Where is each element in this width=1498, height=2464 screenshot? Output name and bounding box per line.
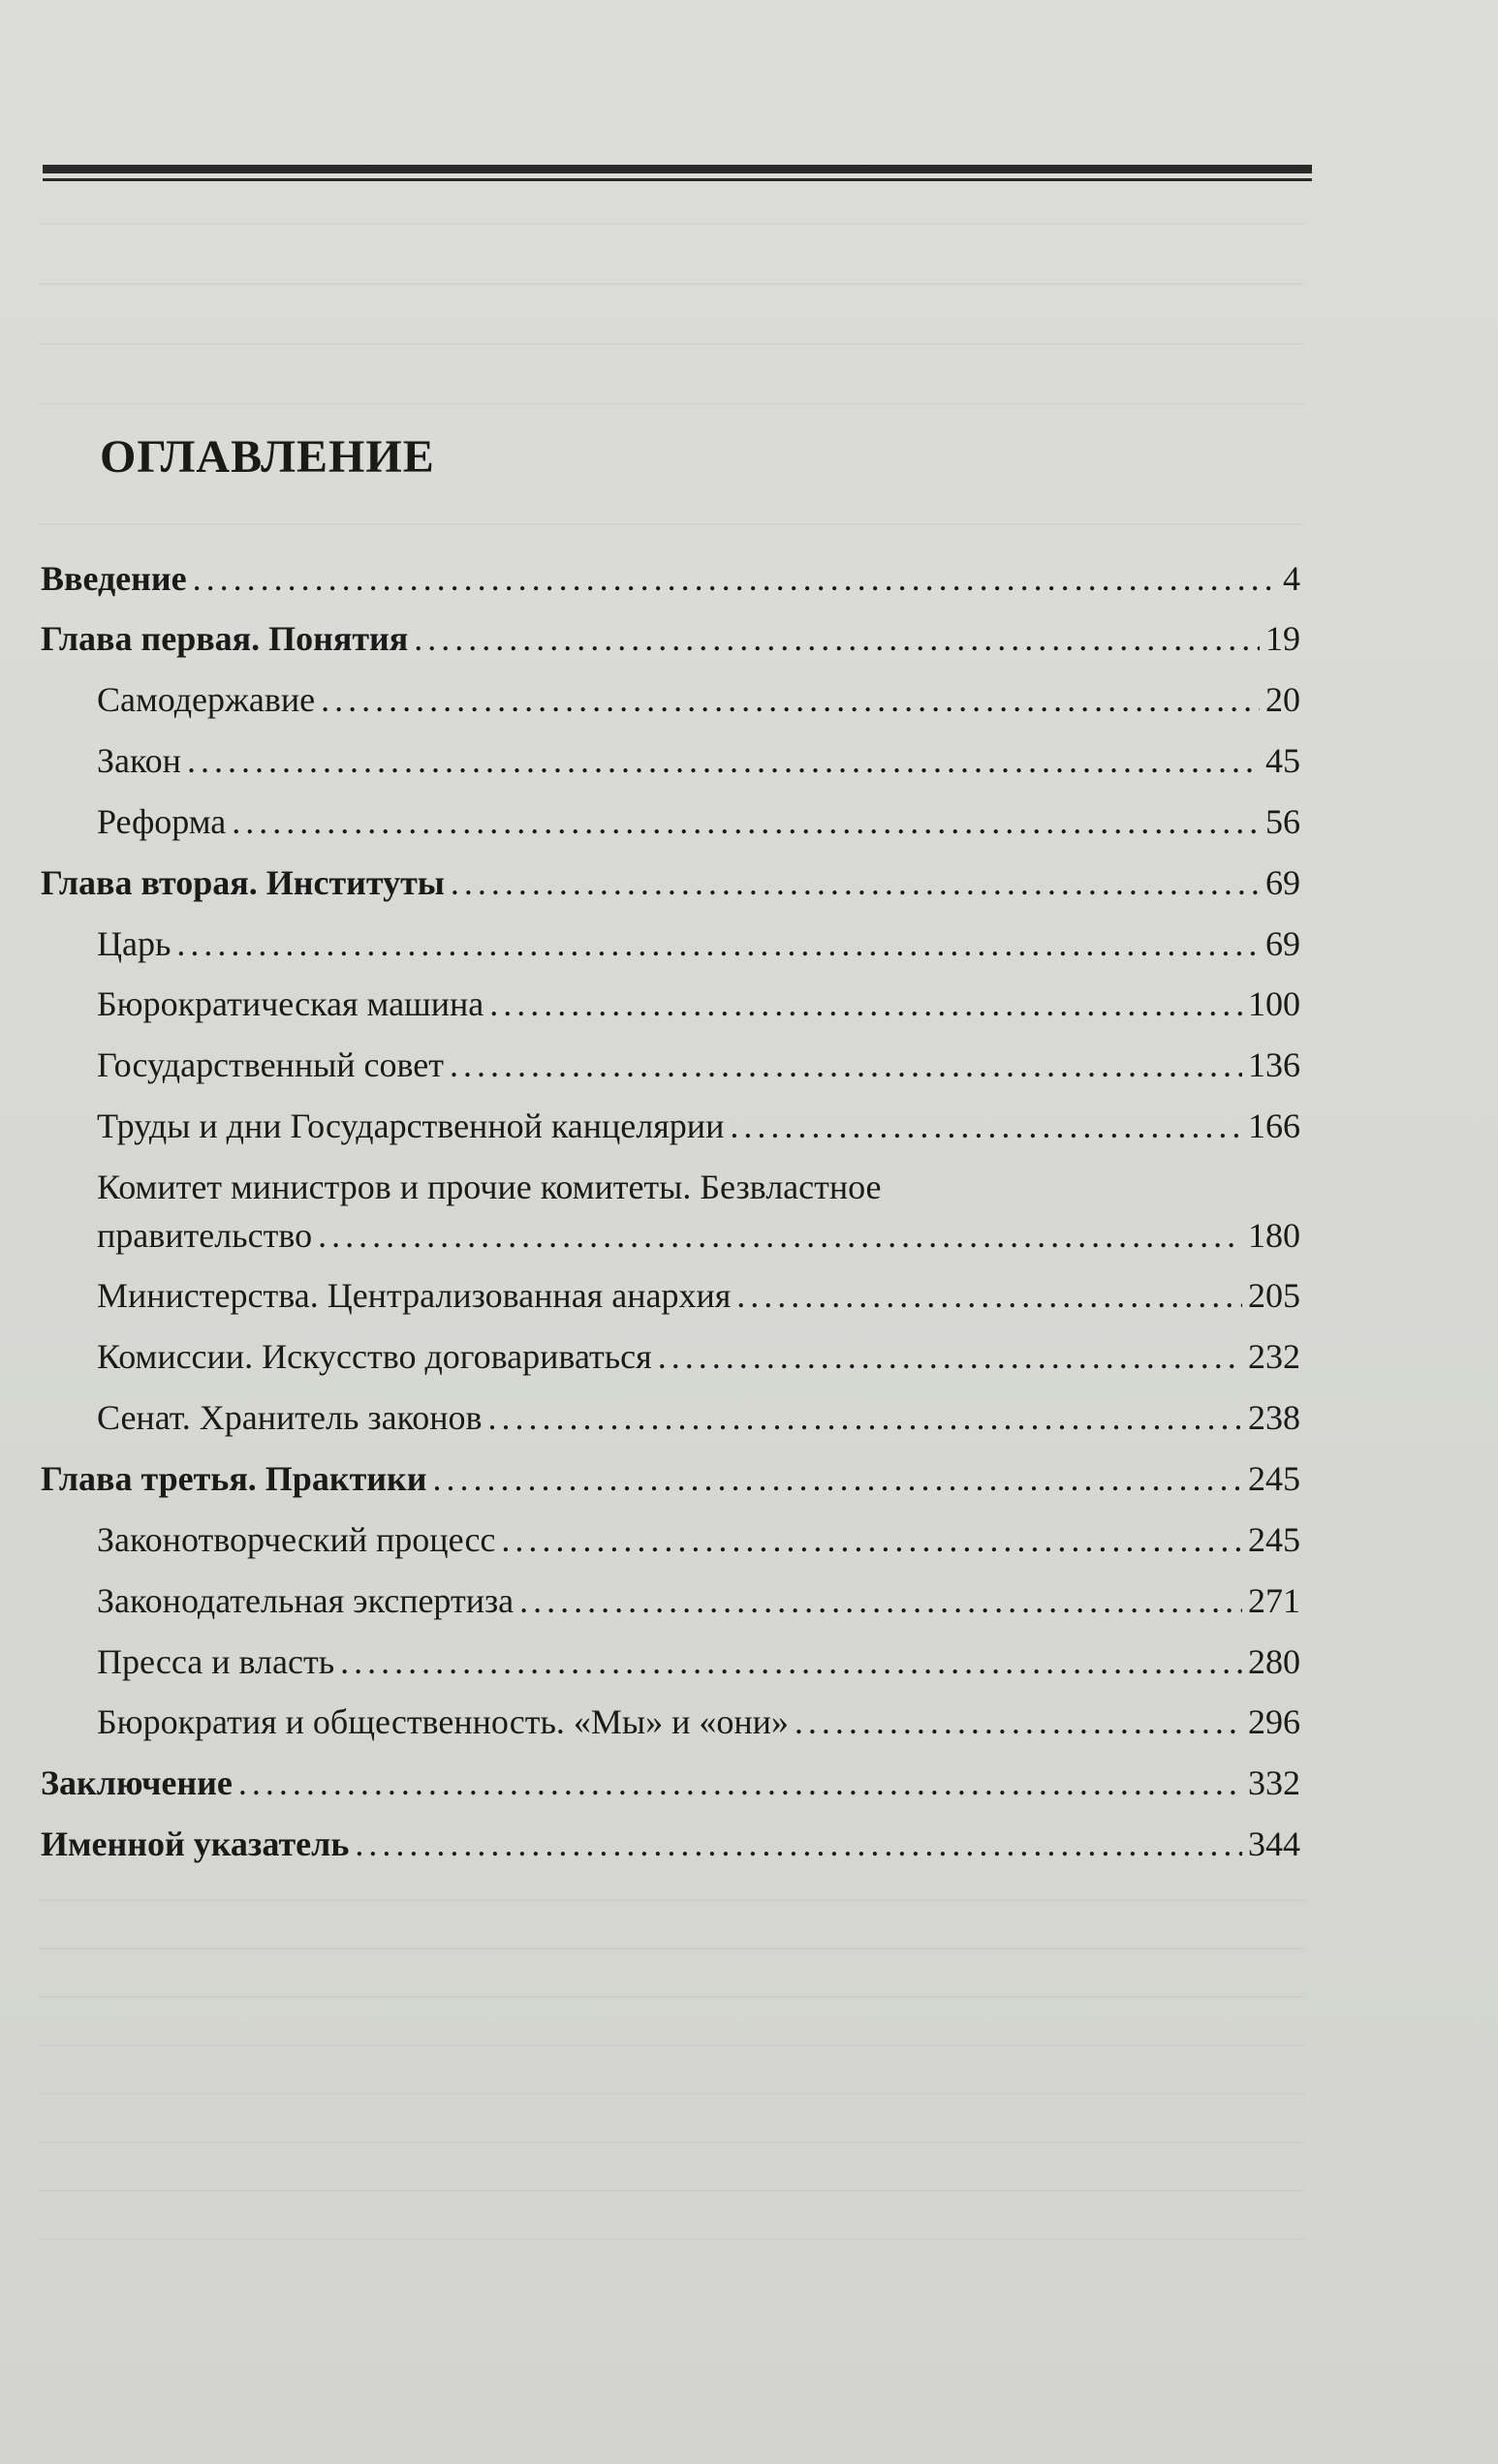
toc-entry-law[interactable] — [97, 739, 1300, 782]
leader-dots — [519, 1579, 1242, 1622]
toc-entry-commissions[interactable] — [97, 1335, 1300, 1378]
toc-entry-title: Сенат. Хранитель законов — [97, 1398, 483, 1437]
toc-entry-page: 332 — [1248, 1763, 1300, 1802]
toc-entry-lawmaking-process[interactable] — [97, 1518, 1300, 1561]
toc-entry-reform[interactable] — [97, 800, 1300, 843]
toc-entry-page: 271 — [1248, 1581, 1300, 1620]
header-rule-thin — [43, 178, 1312, 181]
toc-entry-state-chancellery[interactable] — [97, 1105, 1300, 1147]
toc-entry-title: Глава вторая. Институты — [41, 863, 445, 902]
toc-entry-title: Закон — [97, 741, 181, 780]
leader-dots — [451, 861, 1260, 904]
toc-entry-title: Царь — [97, 924, 172, 963]
toc-entry-page: 166 — [1248, 1107, 1300, 1145]
leader-dots — [432, 1457, 1242, 1500]
toc-entry-bureaucratic-machine[interactable] — [97, 982, 1300, 1025]
toc-entry-title: Труды и дни Государственной канцелярии — [97, 1107, 725, 1145]
toc-entry-page: 232 — [1248, 1337, 1300, 1376]
toc-entry-title: Государственный совет — [97, 1045, 445, 1084]
toc-entry-bureaucracy-and-public[interactable] — [97, 1700, 1300, 1743]
toc-entry-senate[interactable] — [97, 1396, 1300, 1439]
toc-entry-title: Бюрократическая машина — [97, 984, 484, 1023]
toc-entry-title: Самодержавие — [97, 680, 316, 719]
leader-dots — [193, 557, 1277, 600]
toc-entry-page: 56 — [1265, 802, 1300, 841]
toc-entry-page: 296 — [1248, 1702, 1300, 1741]
toc-entry-conclusion[interactable] — [41, 1762, 1300, 1804]
toc-entry-title: Комиссии. Искусство договариваться — [97, 1337, 652, 1376]
toc-entry-introduction[interactable] — [41, 557, 1300, 600]
toc-entry-title: правительство — [97, 1216, 313, 1255]
toc-entry-autocracy[interactable] — [97, 678, 1300, 721]
toc-entry-page: 100 — [1248, 984, 1300, 1023]
leader-dots — [450, 1044, 1242, 1086]
toc-entry-name-index[interactable] — [41, 1823, 1300, 1865]
toc-entry-title: Заключение — [41, 1763, 233, 1802]
toc-entry-title: Введение — [41, 559, 187, 598]
toc-entry-page: 69 — [1265, 924, 1300, 963]
leader-dots — [795, 1700, 1242, 1743]
toc-title: ОГЛАВЛЕНИЕ — [100, 431, 435, 483]
toc-entry-legislative-expertise[interactable] — [97, 1579, 1300, 1622]
leader-dots — [736, 1274, 1242, 1317]
leader-dots — [318, 1214, 1242, 1257]
leader-dots — [730, 1105, 1242, 1147]
toc-entry-tsar[interactable] — [97, 922, 1300, 965]
toc-entry-page: 238 — [1248, 1398, 1300, 1437]
leader-dots — [232, 800, 1260, 843]
toc-entry-committee-line1: Комитет министров и прочие комитеты. Безвластное — [97, 1168, 882, 1206]
toc-entry-chapter-3[interactable] — [41, 1457, 1300, 1500]
toc-entry-chapter-1[interactable] — [41, 617, 1300, 660]
leader-dots — [488, 1396, 1243, 1439]
leader-dots — [658, 1335, 1242, 1378]
toc-entry-title: Законодательная экспертиза — [97, 1581, 515, 1620]
toc-entry-title: Бюрократия и общественность. «Мы» и «они» — [97, 1702, 789, 1741]
toc-entry-title: Министерства. Централизованная анархия — [97, 1276, 732, 1315]
header-rule-thick — [43, 165, 1312, 173]
leader-dots — [238, 1762, 1242, 1804]
leader-dots — [355, 1823, 1242, 1865]
toc-entry-title: Глава третья. Практики — [41, 1459, 427, 1498]
toc-entry-page: 45 — [1265, 741, 1300, 780]
leader-dots — [489, 982, 1242, 1025]
toc-entry-page: 280 — [1248, 1642, 1300, 1681]
toc-entry-page: 180 — [1248, 1216, 1300, 1255]
toc-entry-page: 19 — [1265, 619, 1300, 658]
toc-entry-committee-of-ministers[interactable] — [97, 1214, 1300, 1257]
toc-entry-title: Законотворческий процесс — [97, 1520, 496, 1559]
toc-entry-page: 245 — [1248, 1520, 1300, 1559]
leader-dots — [340, 1640, 1242, 1683]
leader-dots — [176, 922, 1260, 965]
toc-entry-page: 205 — [1248, 1276, 1300, 1315]
toc-entry-title: Реформа — [97, 802, 227, 841]
toc-entry-press-and-power[interactable] — [97, 1640, 1300, 1683]
toc-entry-page: 245 — [1248, 1459, 1300, 1498]
leader-dots — [321, 678, 1260, 721]
toc-entry-page: 136 — [1248, 1045, 1300, 1084]
toc-entry-title: Пресса и власть — [97, 1642, 335, 1681]
toc-entry-ministries[interactable] — [97, 1274, 1300, 1317]
toc-entry-page: 4 — [1283, 559, 1300, 598]
leader-dots — [501, 1518, 1242, 1561]
toc-entry-chapter-2[interactable] — [41, 861, 1300, 904]
toc-entry-page: 344 — [1248, 1825, 1300, 1863]
toc-entry-title: Глава первая. Понятия — [41, 619, 409, 658]
toc-entry-page: 20 — [1265, 680, 1300, 719]
leader-dots — [414, 617, 1260, 660]
toc-entry-state-council[interactable] — [97, 1044, 1300, 1086]
toc-entry-title: Именной указатель — [41, 1825, 350, 1863]
toc-entry-page: 69 — [1265, 863, 1300, 902]
leader-dots — [187, 739, 1260, 782]
